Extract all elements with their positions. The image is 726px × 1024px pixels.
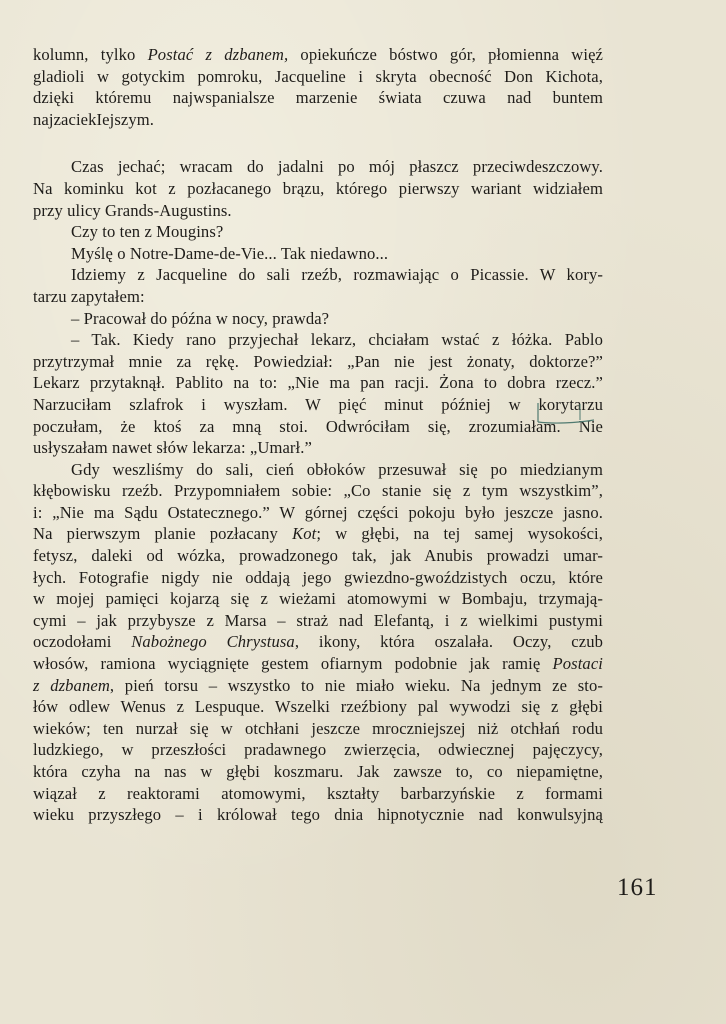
text-line	[33, 351, 603, 373]
text-line	[33, 264, 603, 286]
text-run: łych. Fotografie nigdy nie oddają jego gwiezdno-gwoździstych oczu, które	[33, 567, 603, 587]
text-line	[33, 523, 603, 545]
body-text	[33, 44, 603, 826]
text-line	[33, 200, 603, 222]
text-run: , pień torsu – wszystko to nie miało wieku. Na jednym ze sto-	[109, 675, 603, 695]
text-line	[33, 109, 603, 131]
text-run: łów odlew Wenus z Lespuque. Wszelki rzeźbiony pal wywodzi się z głębi	[33, 697, 603, 717]
text-run: Gdy weszliśmy do sali, cień obłoków przesuwał się po miedzianym	[71, 459, 603, 479]
text-run: wieków; ten nurzał się w otchłani jeszcze mroczniejszej niż otchłań rodu	[33, 718, 603, 738]
text-run: przytrzymał mnie za rękę. Powiedział: „Pan nie jest żonaty, doktorze?”	[33, 351, 603, 371]
text-run: włosów, ramiona wyciągnięte gestem ofiarnym podobnie jak ramię	[33, 654, 553, 674]
text-run: kłębowisku rzeźb. Przypomniałem sobie: „Co stanie się z tym wszystkim”,	[33, 481, 603, 501]
text-run: opiekuńcze bóstwo gór, płomienna więź	[288, 45, 603, 64]
text-line	[33, 286, 603, 308]
text-line	[33, 156, 603, 178]
text-line	[33, 718, 603, 740]
text-line	[33, 588, 603, 610]
italic-title: Kot	[292, 524, 317, 544]
text-run: kolumn, tylko	[33, 45, 148, 64]
text-run: która czyha na nas w głębi koszmaru. Jak zawsze to, co niepamiętne,	[33, 762, 603, 781]
text-run: w mojej pamięci kojarzą się z wieżami atomowymi w Bombaju, trzymają-	[33, 589, 603, 609]
text-run: Myślę o Notre-Dame-de-Vie... Tak niedawno...	[71, 243, 389, 263]
text-line	[33, 567, 603, 589]
text-line	[33, 372, 603, 394]
paragraph-gap	[33, 130, 603, 156]
text-run: gladioli w gotyckim pomroku, Jacqueline i skryta obecność Don Kichota,	[33, 66, 603, 86]
text-line	[33, 804, 603, 826]
text-line	[33, 739, 603, 761]
italic-title: z dzbanem	[33, 675, 110, 695]
text-run: wieku przyszłego – i królował tego dnia hipnotycznie nad konwulsyjną	[33, 805, 603, 825]
text-run: fetysz, daleki od wózka, prowadzonego tak, jak Anubis prowadzi umar-	[33, 546, 603, 566]
text-run: najzaciekIejszym.	[33, 109, 155, 129]
text-line	[33, 696, 603, 718]
text-run: przy ulicy Grands-Augustins.	[33, 200, 232, 220]
italic-title: Postaci	[552, 654, 603, 674]
text-line	[33, 631, 603, 653]
text-run: oczodołami	[33, 632, 132, 652]
text-line	[33, 308, 603, 330]
text-line	[33, 610, 603, 632]
text-line	[33, 44, 603, 66]
text-line	[33, 675, 603, 697]
text-line	[33, 66, 603, 88]
text-run: i: „Nie ma Sądu Ostatecznego.” W górnej części pokoju było jeszcze jasno.	[33, 502, 603, 522]
text-run: ; w głębi, na tej samej wysokości,	[316, 524, 604, 544]
text-run: cymi – jak przybysze z Marsa – straż nad Elefantą, i z wielkimi pustymi	[33, 610, 603, 630]
text-line	[33, 243, 603, 265]
text-line	[33, 761, 603, 783]
text-run: – Tak. Kiedy rano przyjechał lekarz, chciałam wstać z łóżka. Pablo	[71, 330, 603, 350]
italic-title: Postać z dzbanem,	[147, 45, 289, 64]
text-line	[33, 416, 603, 438]
text-run: dzięki któremu najwspanialsze marzenie świata czuwa nad buntem	[33, 88, 603, 108]
text-run: Lekarz przytaknął. Pablito na to: „Nie ma pan racji. Żona to dobra rzecz.”	[33, 373, 603, 393]
text-line	[33, 329, 603, 351]
text-run: poczułam, że ktoś za mną stoi. Odwróciłam się, zrozumiałam. Nie	[33, 416, 603, 436]
text-run: Na kominku kot z pozłacanego brązu, którego pierwszy wariant widziałem	[33, 178, 603, 198]
text-run: usłyszałam nawet słów lekarza: „Umarł.”	[33, 438, 312, 458]
text-run: Idziemy z Jacqueline do sali rzeźb, rozmawiając o Picassie. W kory-	[71, 265, 603, 285]
text-line	[33, 653, 603, 675]
text-run: wiązał z reaktorami atomowymi, kształty barbarzyńskie z formami	[33, 783, 603, 803]
text-line	[33, 783, 603, 805]
text-line	[33, 178, 603, 200]
text-run: ludzkiego, w przeszłości pradawnego zwierzęcia, odwiecznej pajęczycy,	[33, 740, 603, 760]
text-run: tarzu zapytałem:	[33, 286, 145, 306]
text-line	[33, 394, 603, 416]
text-line	[33, 437, 603, 459]
text-line	[33, 459, 603, 481]
italic-title: Nabożnego Chrystusa	[131, 632, 295, 652]
text-line	[33, 221, 603, 243]
text-line	[33, 480, 603, 502]
text-run: – Pracował do późna w nocy, prawda?	[71, 308, 330, 328]
text-run: , ikony, która oszalała. Oczy, czub	[294, 632, 603, 652]
page-number: 161	[617, 874, 658, 901]
text-line	[33, 545, 603, 567]
text-line	[33, 502, 603, 524]
text-run: Czy to ten z Mougins?	[71, 222, 224, 242]
text-line	[33, 87, 603, 109]
text-run: Narzuciłam szlafrok i wyszłam. W pięć minut później w korytarzu	[33, 394, 603, 414]
text-run: Czas jechać; wracam do jadalni po mój płaszcz przeciwdeszczowy.	[71, 157, 603, 177]
text-run: Na pierwszym planie pozłacany	[33, 524, 293, 544]
